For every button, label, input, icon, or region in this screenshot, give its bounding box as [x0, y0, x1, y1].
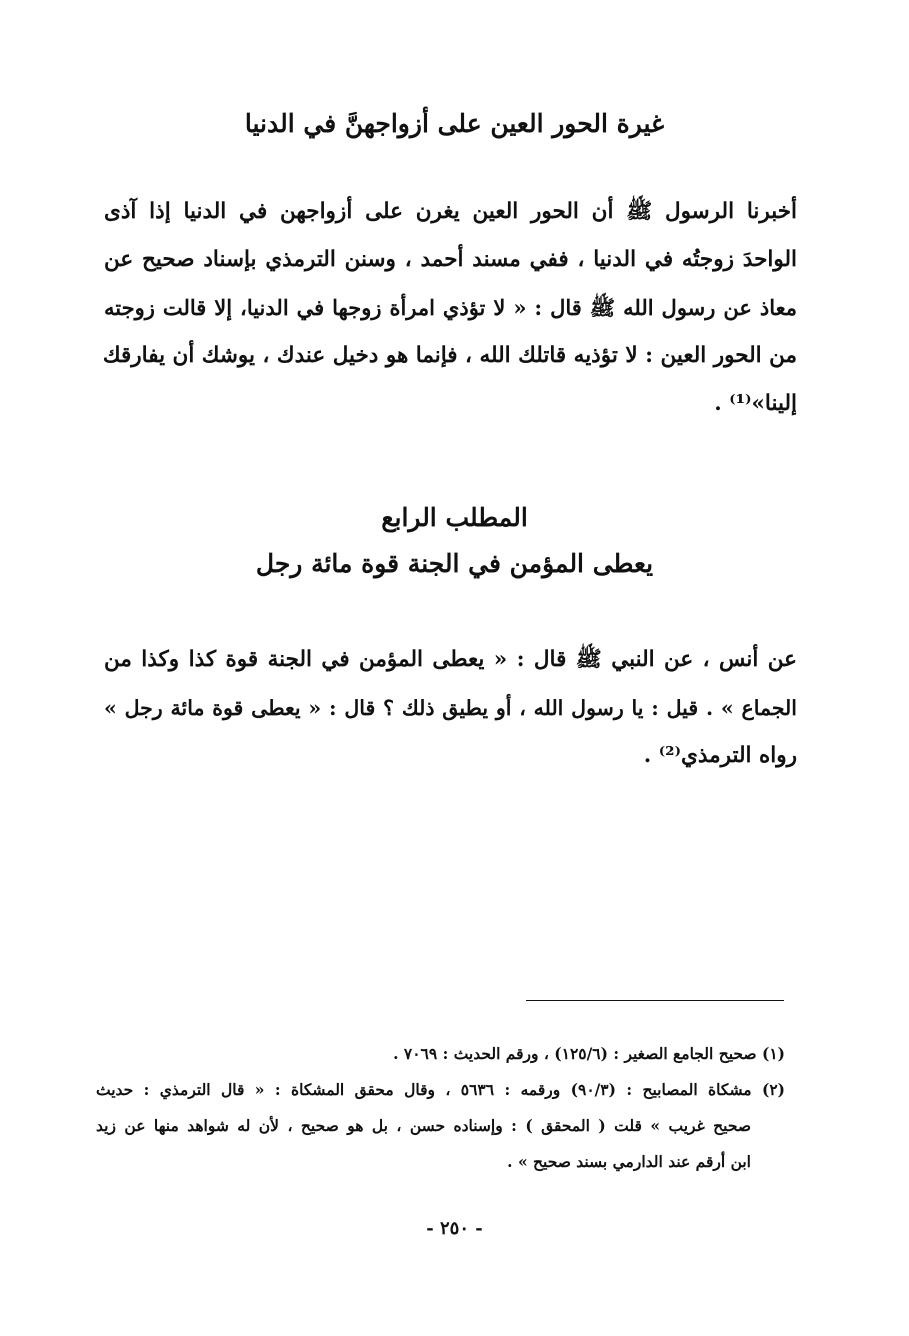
- paragraph-line: رواه الترمذي⁽²⁾ .: [643, 743, 797, 768]
- footnote-1: (١) صحيح الجامع الصغير : (١٢٥/٦) ، ورقم الحديث : ٧٠٦٩ .: [393, 1044, 785, 1063]
- paragraph-line: الواحدَ زوجتُه في الدنيا ، ففي مسند أحمد ، وسنن الترمذي بإسناد صحيح عن: [104, 247, 797, 272]
- section-subtitle-fourth: المطلب الرابع: [381, 503, 528, 532]
- section-title-jealousy: غيرة الحور العين على أزواجهنَّ في الدنيا: [244, 109, 665, 138]
- paragraph-line: إلينا»⁽¹⁾ .: [714, 391, 797, 416]
- section-title-strength: يعطى المؤمن في الجنة قوة مائة رجل: [255, 549, 654, 578]
- footnote-2-line: صحيح غريب » قلت ( المحقق ) : وإسناده حسن ، بل هو صحيح ، لأن له شواهد منها عن زيد: [96, 1116, 751, 1135]
- paragraph-line: أخبرنا الرسول ﷺ أن الحور العين يغرن على أزواجهن في الدنيا إذا آذى: [104, 199, 797, 224]
- paragraph-line: من الحور العين : لا تؤذيه قاتلك الله ، فإنما هو دخيل عندك ، يوشك أن يفارقك: [102, 343, 797, 368]
- paragraph-line: الجماع » . قيل : يا رسول الله ، أو يطيق ذلك ؟ قال : « يعطى قوة مائة رجل »: [104, 696, 797, 720]
- paragraph-line: عن أنس ، عن النبي ﷺ قال : « يعطى المؤمن في الجنة قوة كذا وكذا من: [104, 647, 797, 672]
- paragraph-line: معاذ عن رسول الله ﷺ قال : « لا تؤذي امرأة زوجها في الدنيا، إلا قالت زوجته: [104, 295, 797, 320]
- footnote-2-line: ابن أرقم عند الدارمي بسند صحيح » .: [507, 1152, 751, 1171]
- page-number: - ٢٥٠ -: [426, 1218, 483, 1239]
- paragraph-strength: [104, 636, 797, 780]
- paragraph-jealousy: [104, 188, 797, 428]
- footnotes: [96, 1036, 785, 1180]
- footnote-2-line: (٢) مشكاة المصابيح : (٩٠/٣) ورقمه : ٥٦٣٦ ، وقال محقق المشكاة : « قال الترمذي : حديث: [96, 1080, 785, 1099]
- footnote-divider: [526, 1000, 784, 1001]
